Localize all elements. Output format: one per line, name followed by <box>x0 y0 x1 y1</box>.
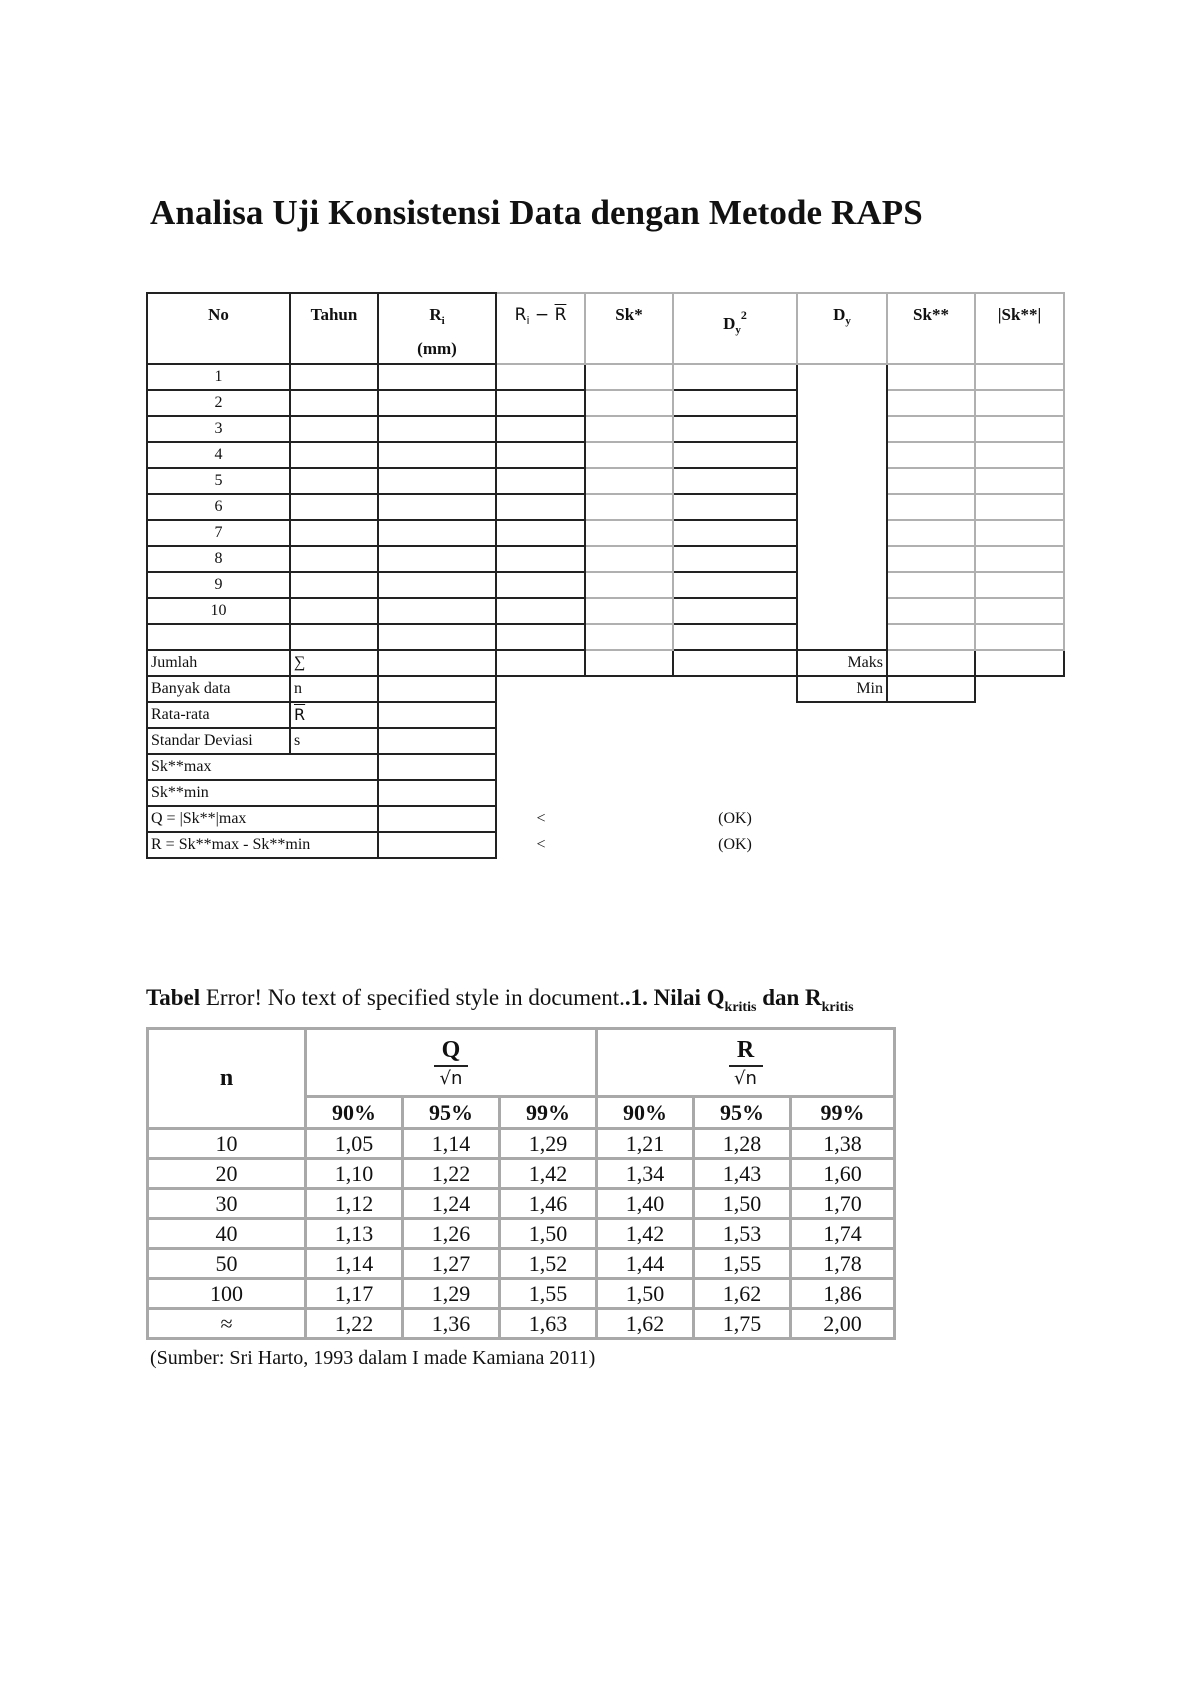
dy-squared-cell <box>673 468 797 494</box>
sk-star-cell <box>585 624 673 650</box>
tahun-cell <box>290 520 378 546</box>
empty-gap <box>797 832 1064 858</box>
empty-gap <box>496 676 797 702</box>
critical-value-cell: 1,42 <box>500 1159 597 1189</box>
dy-squared-cell <box>673 416 797 442</box>
sk-star-star-cell <box>887 572 975 598</box>
sk-star-cell <box>585 546 673 572</box>
sk-max-label-value-cell <box>378 754 496 780</box>
row-number-cell: 4 <box>147 442 290 468</box>
critical-value-cell: 1,75 <box>694 1309 791 1339</box>
abs-sk-star-star-cell <box>975 624 1064 650</box>
sk-max-label: Sk**max <box>147 754 378 780</box>
critical-value-cell: 1,34 <box>597 1159 694 1189</box>
less-than-sign: < <box>536 836 546 853</box>
ri-minus-mean-cell <box>496 468 585 494</box>
critical-values-table <box>146 1027 896 1340</box>
header-abs-sk-star-star: |Sk**| <box>975 293 1064 364</box>
critical-value-cell: 1,26 <box>403 1219 500 1249</box>
rata-rata-label: Rata-rata <box>147 702 290 728</box>
critical-value-cell: 1,40 <box>597 1189 694 1219</box>
critical-value-cell: 1,24 <box>403 1189 500 1219</box>
abs-sk-star-star-cell <box>975 546 1064 572</box>
empty-gap <box>496 754 1064 780</box>
tahun-cell <box>290 390 378 416</box>
sk-star-cell <box>585 468 673 494</box>
critical-table-row <box>148 1249 895 1279</box>
critical-value-cell: 1,44 <box>597 1249 694 1279</box>
raps-data-row <box>147 572 1064 598</box>
critical-table-row <box>148 1189 895 1219</box>
abs-sk-star-star-cell <box>975 494 1064 520</box>
critical-table-row <box>148 1129 895 1159</box>
raps-data-row <box>147 598 1064 624</box>
tahun-cell <box>290 416 378 442</box>
ri-minus-mean-cell <box>496 442 585 468</box>
tahun-cell <box>290 494 378 520</box>
sk-star-star-cell <box>887 416 975 442</box>
ri-cell <box>378 572 496 598</box>
tahun-cell <box>290 572 378 598</box>
critical-value-cell: 1,42 <box>597 1219 694 1249</box>
min-label: Min <box>797 676 887 702</box>
raps-data-row <box>147 468 1064 494</box>
dy-squared-cell <box>673 520 797 546</box>
ri-cell <box>378 598 496 624</box>
tahun-cell <box>290 624 378 650</box>
row-number-cell <box>147 624 290 650</box>
n-value-cell: 20 <box>148 1159 306 1189</box>
ok-status: (OK) <box>718 836 752 853</box>
sk-star-star-cell <box>887 494 975 520</box>
critical-table-row <box>148 1279 895 1309</box>
header-ri: $R_i$ (mm) <box>378 293 496 364</box>
critical-value-cell: 2,00 <box>791 1309 895 1339</box>
critical-value-cell: 1,14 <box>306 1249 403 1279</box>
percent-header: 90% <box>306 1097 403 1129</box>
sk-star-star-cell <box>887 598 975 624</box>
critical-value-cell: 1,28 <box>694 1129 791 1159</box>
sk-star-star-cell <box>887 364 975 390</box>
critical-table-row <box>148 1159 895 1189</box>
ri-cell <box>378 390 496 416</box>
mean-r-bar: $\overline{R}$ <box>294 705 306 724</box>
raps-worksheet-table <box>146 292 1065 859</box>
header-ri-minus-mean: $R_i - \overline{R}$ <box>496 293 585 364</box>
header-dy-squared: $D_y^2$ <box>673 293 797 364</box>
dy-squared-cell <box>673 442 797 468</box>
ri-minus-mean-cell <box>496 364 585 390</box>
row-number-cell: 6 <box>147 494 290 520</box>
source-note: (Sumber: Sri Harto, 1993 dalam I made Kamiana 2011) <box>150 1347 596 1369</box>
row-number-cell: 8 <box>147 546 290 572</box>
jumlah-dy-squared-cell <box>673 650 797 676</box>
q-formula-row <box>147 806 1064 832</box>
banyak-data-value-cell <box>378 676 496 702</box>
row-number-cell: 5 <box>147 468 290 494</box>
critical-value-cell: 1,74 <box>791 1219 895 1249</box>
sk-star-star-cell <box>887 442 975 468</box>
header-q-over-sqrt-n: $\frac{Q}{√n}$ <box>306 1029 597 1097</box>
table-caption: Tabel Error! No text of specified style in document..1. Nilai $Q_{kritis}$ dan $R_{kritis}$ <box>146 985 854 1015</box>
critical-value-cell: 1,60 <box>791 1159 895 1189</box>
percent-header: 90% <box>597 1097 694 1129</box>
sk-star-cell <box>585 416 673 442</box>
jumlah-label: Jumlah <box>147 650 290 676</box>
jumlah-ri-cell <box>378 650 496 676</box>
empty-gap <box>496 728 1064 754</box>
ri-minus-mean-cell <box>496 494 585 520</box>
mean-symbol <box>290 702 378 728</box>
dy-squared-cell <box>673 494 797 520</box>
sk-star-cell <box>585 598 673 624</box>
critical-value-cell: 1,46 <box>500 1189 597 1219</box>
sk-star-cell <box>585 520 673 546</box>
percent-header: 99% <box>500 1097 597 1129</box>
ri-minus-mean-cell <box>496 624 585 650</box>
abs-sk-star-star-cell <box>975 390 1064 416</box>
critical-value-cell: 1,12 <box>306 1189 403 1219</box>
ri-minus-mean-cell <box>496 390 585 416</box>
n-value-cell: ≈ <box>148 1309 306 1339</box>
dy-squared-cell <box>673 624 797 650</box>
row-number-cell: 3 <box>147 416 290 442</box>
sk-star-star-cell <box>887 546 975 572</box>
dy-squared-cell <box>673 390 797 416</box>
critical-value-cell <box>585 806 673 832</box>
empty-gap <box>975 676 1064 702</box>
abs-sk-star-star-cell <box>975 520 1064 546</box>
ok-status: (OK) <box>718 810 752 827</box>
critical-value-cell: 1,55 <box>694 1249 791 1279</box>
jumlah-row <box>147 650 1064 676</box>
sk-star-cell <box>585 494 673 520</box>
critical-value-cell: 1,63 <box>500 1309 597 1339</box>
ri-minus-mean-cell <box>496 416 585 442</box>
header-n: n <box>148 1029 306 1129</box>
critical-header-row <box>148 1029 895 1097</box>
ri-cell <box>378 416 496 442</box>
ri-minus-mean-cell <box>496 598 585 624</box>
critical-value-cell: 1,50 <box>597 1279 694 1309</box>
sk-min-row <box>147 780 1064 806</box>
percent-header: 95% <box>403 1097 500 1129</box>
s-symbol: s <box>290 728 378 754</box>
critical-table-row <box>148 1219 895 1249</box>
dy-squared-cell <box>673 364 797 390</box>
dy-cell <box>797 364 887 650</box>
rata-rata-value-cell <box>378 702 496 728</box>
tahun-cell <box>290 442 378 468</box>
row-number-cell: 2 <box>147 390 290 416</box>
dy-squared-cell <box>673 572 797 598</box>
critical-value-cell: 1,27 <box>403 1249 500 1279</box>
ri-minus-mean-cell <box>496 546 585 572</box>
critical-value-cell: 1,86 <box>791 1279 895 1309</box>
abs-sk-star-star-cell <box>975 364 1064 390</box>
empty-gap <box>797 806 1064 832</box>
critical-value-cell: 1,13 <box>306 1219 403 1249</box>
abs-sk-star-star-cell <box>975 598 1064 624</box>
q-formula-label: Q = |Sk**|max <box>147 806 378 832</box>
critical-value-cell: 1,29 <box>500 1129 597 1159</box>
critical-value-cell: 1,36 <box>403 1309 500 1339</box>
critical-value-cell: 1,62 <box>694 1279 791 1309</box>
sk-star-star-cell <box>887 390 975 416</box>
tahun-cell <box>290 546 378 572</box>
raps-data-row <box>147 624 1064 650</box>
critical-value-cell: 1,22 <box>403 1159 500 1189</box>
sum-symbol: ∑ <box>290 650 378 676</box>
n-value-cell: 50 <box>148 1249 306 1279</box>
raps-data-row <box>147 442 1064 468</box>
critical-value-cell: 1,78 <box>791 1249 895 1279</box>
row-number-cell: 9 <box>147 572 290 598</box>
critical-value-cell: 1,52 <box>500 1249 597 1279</box>
n-value-cell: 40 <box>148 1219 306 1249</box>
page-title: Analisa Uji Konsistensi Data dengan Metode RAPS <box>150 193 923 232</box>
critical-value-cell: 1,05 <box>306 1129 403 1159</box>
critical-value-cell: 1,10 <box>306 1159 403 1189</box>
critical-value-cell: 1,14 <box>403 1129 500 1159</box>
critical-value-cell: 1,62 <box>597 1309 694 1339</box>
banyak-data-row <box>147 676 1064 702</box>
abs-sk-star-star-cell <box>975 442 1064 468</box>
dy-squared-cell <box>673 546 797 572</box>
r-formula-row <box>147 832 1064 858</box>
sk-star-cell <box>585 390 673 416</box>
percent-header: 99% <box>791 1097 895 1129</box>
header-sk-star-star: Sk** <box>887 293 975 364</box>
raps-data-row <box>147 390 1064 416</box>
empty-gap <box>496 702 1064 728</box>
min-value-cell <box>887 676 975 702</box>
ri-cell <box>378 364 496 390</box>
empty-gap <box>496 780 1064 806</box>
sk-min-label-value-cell <box>378 780 496 806</box>
n-value-cell: 30 <box>148 1189 306 1219</box>
less-than-sign: < <box>536 810 546 827</box>
critical-value-cell: 1,50 <box>500 1219 597 1249</box>
critical-value-cell: 1,17 <box>306 1279 403 1309</box>
sk-star-cell <box>585 572 673 598</box>
sk-star-star-cell <box>887 520 975 546</box>
row-number-cell: 10 <box>147 598 290 624</box>
ri-cell <box>378 546 496 572</box>
header-sk-star: Sk* <box>585 293 673 364</box>
sk-star-star-cell <box>887 468 975 494</box>
r-formula-label-value-cell <box>378 832 496 858</box>
standar-deviasi-label: Standar Deviasi <box>147 728 290 754</box>
tahun-cell <box>290 364 378 390</box>
raps-data-row <box>147 364 1064 390</box>
n-symbol: n <box>290 676 378 702</box>
critical-value-cell <box>585 832 673 858</box>
n-value-cell: 100 <box>148 1279 306 1309</box>
ri-minus-mean-cell <box>496 572 585 598</box>
critical-value-cell: 1,38 <box>791 1129 895 1159</box>
critical-value-cell: 1,53 <box>694 1219 791 1249</box>
q-formula-label-value-cell <box>378 806 496 832</box>
ri-minus-mean-cell <box>496 520 585 546</box>
sk-star-star-cell <box>887 624 975 650</box>
raps-data-row <box>147 546 1064 572</box>
critical-value-cell: 1,29 <box>403 1279 500 1309</box>
maks-value-cell <box>887 650 975 676</box>
sk-max-row <box>147 754 1064 780</box>
dy-squared-cell <box>673 598 797 624</box>
critical-value-cell: 1,50 <box>694 1189 791 1219</box>
header-r-over-sqrt-n: $\frac{R}{√n}$ <box>597 1029 895 1097</box>
sk-star-cell <box>585 442 673 468</box>
ri-cell <box>378 494 496 520</box>
ri-cell <box>378 468 496 494</box>
ri-cell <box>378 624 496 650</box>
jumlah-ri-minus-mean-cell <box>496 650 585 676</box>
standar-deviasi-value-cell <box>378 728 496 754</box>
standar-deviasi-row <box>147 728 1064 754</box>
raps-data-row <box>147 520 1064 546</box>
n-value-cell: 10 <box>148 1129 306 1159</box>
tahun-cell <box>290 468 378 494</box>
rata-rata-row <box>147 702 1064 728</box>
maks-abs-cell <box>975 650 1064 676</box>
critical-value-cell: 1,70 <box>791 1189 895 1219</box>
percent-header: 95% <box>694 1097 791 1129</box>
critical-table-row <box>148 1309 895 1339</box>
abs-sk-star-star-cell <box>975 416 1064 442</box>
header-tahun: Tahun <box>290 293 378 364</box>
raps-data-row <box>147 416 1064 442</box>
raps-header-row <box>147 293 1064 364</box>
ri-cell <box>378 520 496 546</box>
critical-value-cell: 1,22 <box>306 1309 403 1339</box>
abs-sk-star-star-cell <box>975 468 1064 494</box>
raps-data-row <box>147 494 1064 520</box>
r-formula-label: R = Sk**max - Sk**min <box>147 832 378 858</box>
sk-star-cell <box>585 364 673 390</box>
row-number-cell: 7 <box>147 520 290 546</box>
tahun-cell <box>290 598 378 624</box>
maks-label: Maks <box>797 650 887 676</box>
critical-value-cell: 1,43 <box>694 1159 791 1189</box>
critical-value-cell: 1,55 <box>500 1279 597 1309</box>
jumlah-sk-star-cell <box>585 650 673 676</box>
ri-cell <box>378 442 496 468</box>
critical-value-cell: 1,21 <box>597 1129 694 1159</box>
abs-sk-star-star-cell <box>975 572 1064 598</box>
header-no: No <box>147 293 290 364</box>
banyak-data-label: Banyak data <box>147 676 290 702</box>
sk-min-label: Sk**min <box>147 780 378 806</box>
row-number-cell: 1 <box>147 364 290 390</box>
header-dy: $D_y$ <box>797 293 887 364</box>
